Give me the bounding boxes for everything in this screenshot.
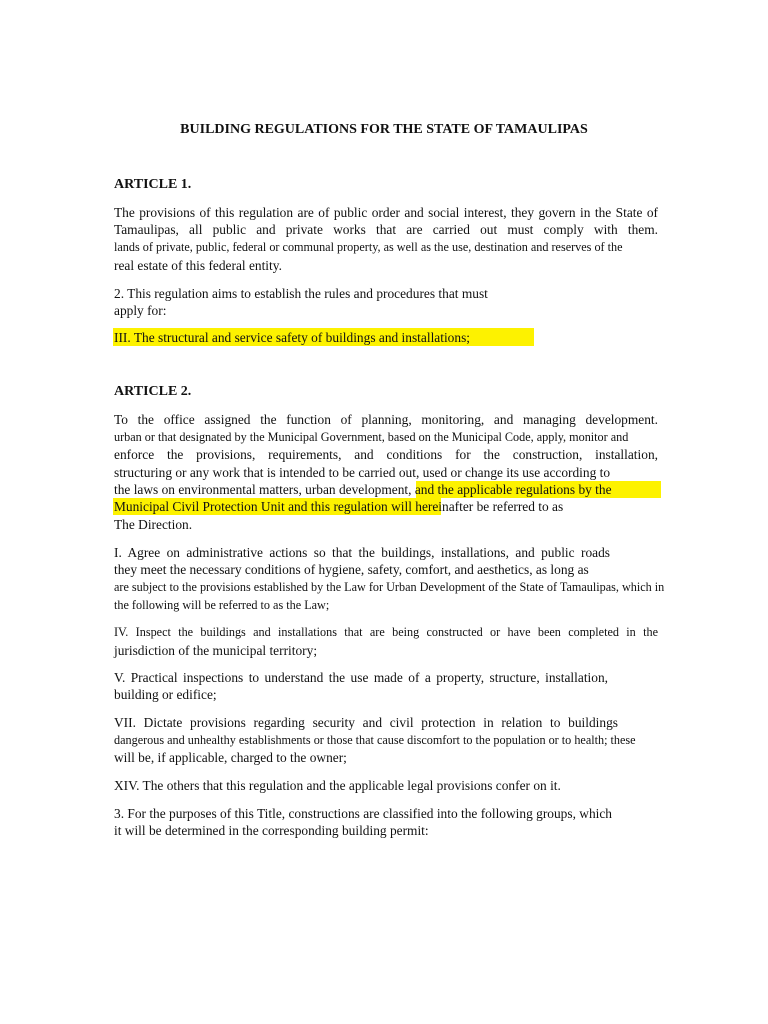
item-i-line: are subject to the provisions established by the Law for Urban Development of the State of Tamaulipas, which in xyxy=(114,580,665,594)
text-segment: the laws on environmental matters, urban development xyxy=(114,482,409,497)
article-1-highlighted-item: III. The structural and service safety of buildings and installations; xyxy=(114,330,470,345)
article-1-heading: ARTICLE 1. xyxy=(114,177,192,192)
clause-3-line: it will be determined in the corresponding building permit: xyxy=(114,823,429,838)
item-i-line: they meet the necessary conditions of hygiene, safety, comfort, and aesthetics, as long as xyxy=(114,562,589,577)
article-2-heading: ARTICLE 2. xyxy=(114,384,192,399)
clause-3-line: 3. For the purposes of this Title, constructions are classified into the following groups, which xyxy=(114,806,613,821)
article-2-text-line: structuring or any work that is intended to be carried out, used or change its use according to xyxy=(114,465,611,480)
item-iv-line: jurisdiction of the municipal territory; xyxy=(114,643,318,658)
item-vii-line: dangerous and unhealthy establishments or those that cause discomfort to the population or to health; these xyxy=(114,733,636,747)
article-2-text-line: To the office assigned the function of planning, monitoring, and managing development. xyxy=(114,412,658,427)
article-1-clause-2: 2. This regulation aims to establish the rules and procedures that must xyxy=(114,286,488,301)
article-2-text-line xyxy=(114,481,612,498)
item-v-line: building or edifice; xyxy=(114,687,217,702)
highlighted-segment: , and the applicable regulations by the xyxy=(408,482,612,497)
item-i-line: I. Agree on administrative actions so that the buildings, installations, and public roads xyxy=(114,545,610,560)
article-1-text-line: real estate of this federal entity. xyxy=(114,258,282,273)
article-1-text-line: lands of private, public, federal or communal property, as well as the use, destination and reserves of the xyxy=(114,240,623,254)
article-1-text-line: Tamaulipas, all public and private works that are carried out must comply with them. xyxy=(114,222,658,237)
text-segment: einafter be referred to as xyxy=(432,499,564,514)
item-v-line: V. Practical inspections to understand the use made of a property, structure, installation, xyxy=(114,670,608,685)
article-1-clause-2: apply for: xyxy=(114,303,167,318)
article-2-text-line: urban or that designated by the Municipal Government, based on the Municipal Code, apply, monitor and xyxy=(114,430,629,444)
article-2-text-line: enforce the provisions, requirements, and conditions for the construction, installation, xyxy=(114,447,658,462)
item-xiv-line: XIV. The others that this regulation and the applicable legal provisions confer on it. xyxy=(114,778,561,793)
article-2-text-line: The Direction. xyxy=(114,517,193,532)
item-vii-line: VII. Dictate provisions regarding security and civil protection in relation to buildings xyxy=(114,715,618,730)
article-2-text-line xyxy=(114,498,563,515)
article-1-text-line: The provisions of this regulation are of public order and social interest, they govern in the State of xyxy=(114,205,658,220)
item-i-line: the following will be referred to as the Law; xyxy=(114,598,330,612)
document-title: BUILDING REGULATIONS FOR THE STATE OF TAMAULIPAS xyxy=(180,122,588,137)
item-iv-line: IV. Inspect the buildings and installations that are being constructed or have been completed in the xyxy=(114,625,658,639)
item-vii-line: will be, if applicable, charged to the owner; xyxy=(114,750,347,765)
highlighted-segment: Municipal Civil Protection Unit and this regulation will her xyxy=(114,499,433,514)
